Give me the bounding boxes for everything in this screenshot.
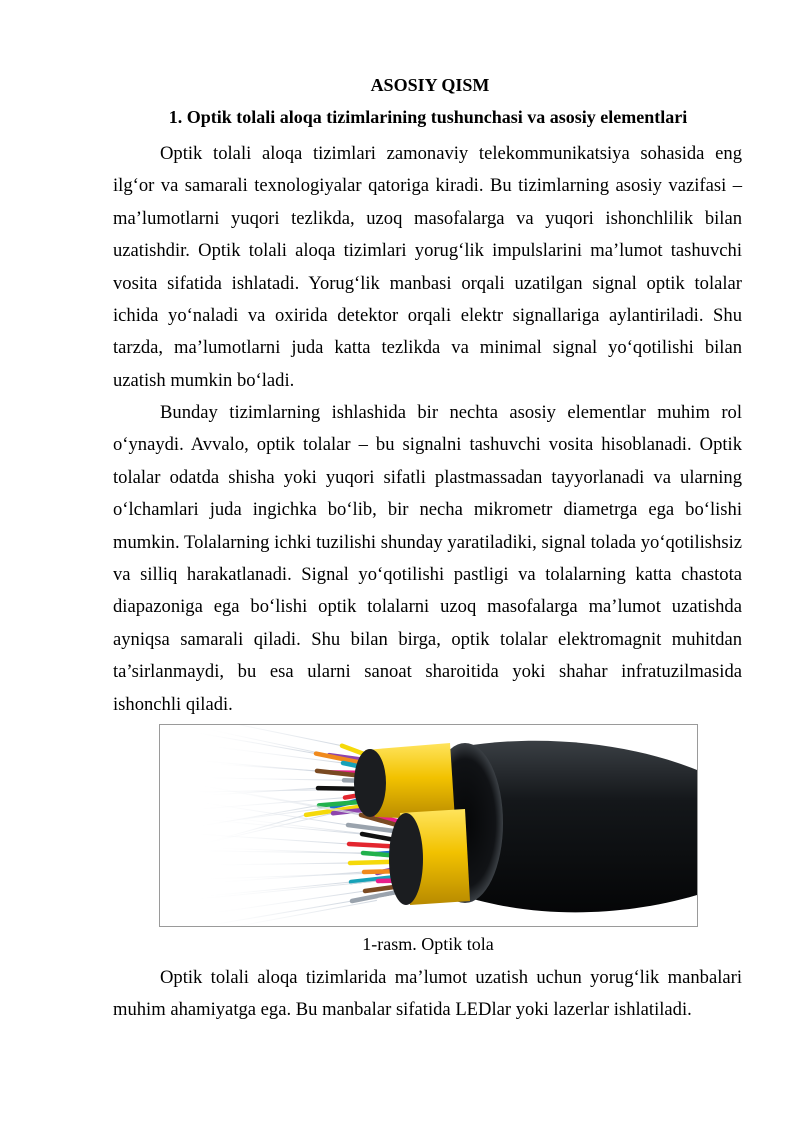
- paragraph-2: Bunday tizimlarning ishlashida bir nechta asosiy elementlar muhim rol o‘ynaydi. Avvalo, optik tolalar – bu signalni tashuvchi vosita hisoblanadi. Optik tolalar odatda shisha yoki yuqori sifatli plastmassadan tayyorlanadi va ularning o‘lchamlari juda ingichka bo‘lib, bir necha mikrometr diametrga ega bo‘lishi mumkin. Tolalarning ichki tuzilishi shunday yaratiladiki, signal tolada yo‘qotilishsiz va silliq harakatlanadi. Signal yo‘qotilishi pastligi va tolalarning katta chastota diapazoniga ega bo‘lishi optik tolalarni uzoq masofalarga ma’lumot uzatishda ayniqsa samarali qiladi. Shu bilan birga, optik tolalar elektromagnit muhitdan ta’sirlanmaydi, bu esa ularni sanoat sharoitida yoki shahar infratuzilmasida ishonchli qiladi.: [113, 402, 742, 715]
- bare-fiber-strand: [195, 819, 362, 834]
- subsection-title: 1. Optik tolali aloqa tizimlarining tushunchasi va asosiy elementlari: [168, 107, 688, 127]
- bare-fiber-strand: [200, 728, 329, 756]
- figure-image: [159, 724, 698, 927]
- bare-fiber-strand: [203, 863, 350, 865]
- bare-fiber-strand: [194, 882, 351, 897]
- section-title: ASOSIY QISM: [370, 75, 490, 95]
- bare-fiber-strand: [181, 881, 378, 901]
- bare-fiber-strand: [190, 873, 377, 880]
- paragraph-1: Optik tolali aloqa tizimlari zamonaviy telekommunikatsiya sohasida eng ilg‘or va samarali texnologiyalar qatoriga kiradi. Bu tizimlarning asosiy vazifasi – ma’lumotlarni yuqori tezlikda, uzoq masofalarga va yuqori ishonchlilik bilan uzatishdir. Optik tolali aloqa tizimlari yorug‘lik impulslarini ma’lumot tashuvchi vosita sifatida ishlatadi. Yorug‘lik manbasi orqali uzatilgan signal optik tolalar ichida yo‘naladi va oxirida detektor orqali elektr signallariga aylantiriladi. Shu tarzda, ma’lumotlarni juda katta tezlikda va minimal signal yo‘qotilishi bilan uzatish mumkin bo‘ladi.: [113, 143, 742, 391]
- bare-fiber-strand: [183, 725, 342, 746]
- bare-fiber-strand: [207, 872, 364, 883]
- figure-caption: 1-rasm. Optik tola: [362, 934, 494, 954]
- fiber-optic-cable-illustration: [160, 725, 697, 926]
- bare-fiber-strand: [187, 731, 316, 754]
- bare-fiber-strand: [195, 778, 344, 781]
- bare-fiber-strand: [186, 851, 363, 853]
- paragraph-3: Optik tolali aloqa tizimlarida ma’lumot uzatish uchun yorug‘lik manbalari muhim ahamiyatga ega. Bu manbalar sifatida LEDlar yoki lazerlar ishlatiladi.: [113, 967, 742, 1021]
- buffer-tube-upper: [354, 743, 455, 820]
- bare-fiber-strand: [208, 763, 317, 771]
- buffer-tube-lower: [389, 809, 470, 905]
